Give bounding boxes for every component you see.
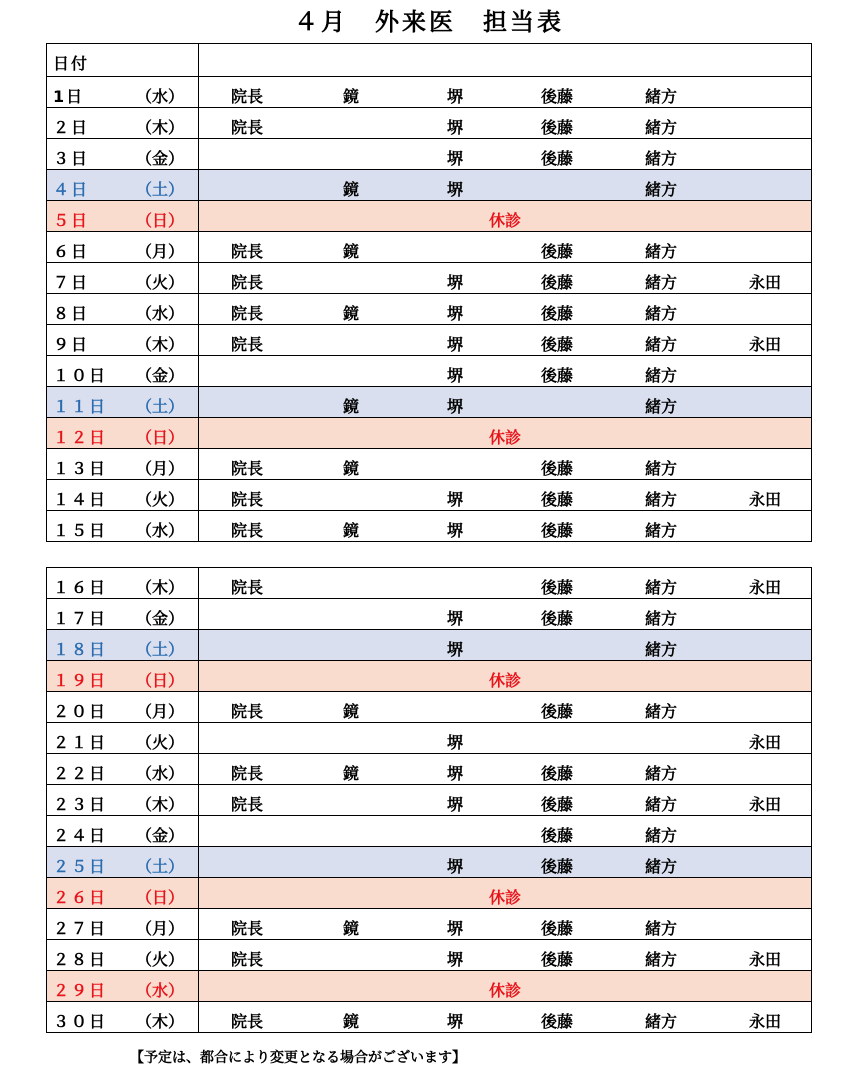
date-cell — [47, 201, 199, 232]
doctors-cell — [199, 449, 812, 480]
doctors-cell — [199, 599, 812, 630]
schedule-table-bottom — [46, 567, 812, 1033]
closed-label: 休診 — [488, 428, 521, 447]
weekday-label: （月） — [136, 702, 185, 721]
doctors-cell — [199, 387, 812, 418]
doctors-cell — [199, 201, 812, 232]
page-title: ４月 外来医 担当表 — [294, 8, 564, 36]
date-label: ６日 — [53, 242, 90, 261]
schedule-row — [47, 418, 812, 449]
schedule-row — [47, 201, 812, 232]
doctors-cell — [199, 170, 812, 201]
date-cell — [47, 449, 199, 480]
doctors-cell — [199, 232, 812, 263]
schedule-row — [47, 909, 812, 940]
date-label: ５日 — [53, 211, 90, 230]
doctor-name: 院長 — [231, 578, 264, 597]
doctor-name: 鏡 — [343, 242, 360, 261]
doctor-name: 後藤 — [541, 304, 574, 323]
doctor-name: 緒方 — [645, 304, 678, 323]
date-cell — [47, 170, 199, 201]
schedule-row — [47, 480, 812, 511]
date-label: ２６日 — [53, 888, 108, 907]
date-label: ３日 — [53, 149, 90, 168]
doctor-name: 鏡 — [343, 521, 360, 540]
schedule-row — [47, 449, 812, 480]
date-label: １０日 — [53, 366, 108, 385]
weekday-label: （金） — [136, 826, 185, 845]
closed-label: 休診 — [488, 671, 521, 690]
doctor-name: 緒方 — [645, 795, 678, 814]
closed-label: 休診 — [488, 981, 521, 1000]
date-cell — [47, 108, 199, 139]
date-cell — [47, 971, 199, 1002]
doctor-name: 緒方 — [645, 702, 678, 721]
doctor-name: 永田 — [749, 578, 782, 597]
date-cell — [47, 325, 199, 356]
doctor-name: 後藤 — [541, 1012, 574, 1031]
weekday-label: （土） — [136, 857, 185, 876]
doctor-name: 後藤 — [541, 919, 574, 938]
doctor-name: 堺 — [447, 857, 464, 876]
doctor-name: 堺 — [447, 795, 464, 814]
schedule-row — [47, 77, 812, 108]
doctor-name: 鏡 — [343, 304, 360, 323]
date-cell — [47, 754, 199, 785]
date-label: １５日 — [53, 521, 108, 540]
date-cell — [47, 847, 199, 878]
date-label: ２１日 — [53, 733, 108, 752]
doctors-cell — [199, 723, 812, 754]
doctor-name: 鏡 — [343, 764, 360, 783]
date-label: ２日 — [53, 118, 90, 137]
doctor-name: 堺 — [447, 640, 464, 659]
doctor-name: 緒方 — [645, 273, 678, 292]
date-label: １３日 — [53, 459, 108, 478]
doctor-name: 緒方 — [645, 1012, 678, 1031]
schedule-row — [47, 723, 812, 754]
doctor-name: 後藤 — [541, 366, 574, 385]
doctor-name: 後藤 — [541, 702, 574, 721]
date-label: ９日 — [53, 335, 90, 354]
doctor-name: 院長 — [231, 273, 264, 292]
doctor-name: 堺 — [447, 521, 464, 540]
date-label: １１日 — [53, 397, 108, 416]
doctor-name: 鏡 — [343, 397, 360, 416]
schedule-row — [47, 108, 812, 139]
doctors-header — [199, 44, 812, 77]
doctor-name: 堺 — [447, 149, 464, 168]
doctor-name: 緒方 — [645, 459, 678, 478]
doctor-name: 後藤 — [541, 149, 574, 168]
date-cell — [47, 630, 199, 661]
doctor-name: 後藤 — [541, 826, 574, 845]
doctor-name: 院長 — [231, 335, 264, 354]
date-label: ２３日 — [53, 795, 108, 814]
weekday-label: （月） — [136, 919, 185, 938]
weekday-label: （木） — [136, 335, 185, 354]
doctor-name: 院長 — [231, 702, 264, 721]
doctor-name: 堺 — [447, 609, 464, 628]
doctors-cell — [199, 356, 812, 387]
doctors-cell — [199, 511, 812, 542]
doctors-cell — [199, 294, 812, 325]
date-cell — [47, 480, 199, 511]
doctor-name: 院長 — [231, 87, 264, 106]
doctor-name: 堺 — [447, 335, 464, 354]
date-label: ２４日 — [53, 826, 108, 845]
doctors-cell — [199, 77, 812, 108]
schedule-row — [47, 325, 812, 356]
doctor-name: 緒方 — [645, 521, 678, 540]
date-header-label: 日付 — [53, 54, 90, 73]
schedule-row — [47, 387, 812, 418]
date-cell — [47, 599, 199, 630]
header-row — [47, 44, 812, 77]
doctors-cell — [199, 263, 812, 294]
doctor-name: 後藤 — [541, 764, 574, 783]
doctors-cell — [199, 971, 812, 1002]
doctor-name: 鏡 — [343, 1012, 360, 1031]
doctor-name: 後藤 — [541, 950, 574, 969]
doctor-name: 後藤 — [541, 335, 574, 354]
doctor-name: 堺 — [447, 919, 464, 938]
date-label: ７日 — [53, 273, 90, 292]
doctors-cell — [199, 754, 812, 785]
doctors-cell — [199, 847, 812, 878]
schedule-row — [47, 971, 812, 1002]
doctors-cell — [199, 480, 812, 511]
date-label: １８日 — [53, 640, 108, 659]
date-label: ２７日 — [53, 919, 108, 938]
schedule-row — [47, 847, 812, 878]
schedule-row — [47, 785, 812, 816]
doctors-cell — [199, 909, 812, 940]
doctor-name: 緒方 — [645, 609, 678, 628]
doctor-name: 緒方 — [645, 578, 678, 597]
date-label: ３０日 — [53, 1012, 108, 1031]
weekday-label: （木） — [136, 118, 185, 137]
date-cell — [47, 878, 199, 909]
doctor-name: 緒方 — [645, 149, 678, 168]
doctor-name: 緒方 — [645, 397, 678, 416]
doctor-name: 後藤 — [541, 490, 574, 509]
date-cell — [47, 232, 199, 263]
schedule-table-top — [46, 43, 812, 542]
schedule-row — [47, 511, 812, 542]
schedule-row — [47, 630, 812, 661]
weekday-label: （水） — [136, 87, 185, 106]
doctor-name: 鏡 — [343, 180, 360, 199]
date-label: ４日 — [53, 180, 90, 199]
doctor-name: 堺 — [447, 1012, 464, 1031]
schedule-row — [47, 139, 812, 170]
schedule-row — [47, 294, 812, 325]
doctor-name: 院長 — [231, 459, 264, 478]
date-label: ２８日 — [53, 950, 108, 969]
doctor-name: 院長 — [231, 764, 264, 783]
weekday-label: （日） — [136, 428, 185, 447]
weekday-label: （水） — [136, 981, 185, 1000]
schedule-row — [47, 661, 812, 692]
doctors-cell — [199, 692, 812, 723]
schedule-row — [47, 754, 812, 785]
schedule-note: 【予定は、都合により変更となる場合がございます】 — [130, 1050, 466, 1066]
doctors-cell — [199, 1002, 812, 1033]
weekday-label: （月） — [136, 459, 185, 478]
doctors-cell — [199, 785, 812, 816]
weekday-label: （火） — [136, 490, 185, 509]
doctor-name: 鏡 — [343, 459, 360, 478]
doctor-name: 緒方 — [645, 640, 678, 659]
doctors-cell — [199, 139, 812, 170]
weekday-label: （火） — [136, 733, 185, 752]
doctor-name: 後藤 — [541, 609, 574, 628]
schedule-row — [47, 878, 812, 909]
weekday-label: （土） — [136, 397, 185, 416]
schedule-row — [47, 940, 812, 971]
doctor-name: 永田 — [749, 1012, 782, 1031]
doctor-name: 院長 — [231, 304, 264, 323]
schedule-row — [47, 599, 812, 630]
date-cell — [47, 77, 199, 108]
date-label: ２０日 — [53, 702, 108, 721]
schedule-row — [47, 816, 812, 847]
doctor-name: 堺 — [447, 764, 464, 783]
date-label: １２日 — [53, 428, 108, 447]
closed-label: 休診 — [488, 211, 521, 230]
doctor-name: 緒方 — [645, 950, 678, 969]
doctor-name: 永田 — [749, 733, 782, 752]
weekday-label: （火） — [136, 273, 185, 292]
doctor-name: 堺 — [447, 87, 464, 106]
doctor-name: 院長 — [231, 521, 264, 540]
date-cell — [47, 1002, 199, 1033]
date-label: ２９日 — [53, 981, 108, 1000]
weekday-label: （木） — [136, 1012, 185, 1031]
schedule-row — [47, 263, 812, 294]
date-cell — [47, 356, 199, 387]
doctor-name: 緒方 — [645, 180, 678, 199]
date-label: １７日 — [53, 609, 108, 628]
weekday-label: （日） — [136, 888, 185, 907]
doctor-name: 堺 — [447, 950, 464, 969]
doctor-name: 緒方 — [645, 857, 678, 876]
doctor-name: 緒方 — [645, 490, 678, 509]
date-label: ２５日 — [53, 857, 108, 876]
weekday-label: （水） — [136, 764, 185, 783]
doctor-name: 院長 — [231, 490, 264, 509]
date-cell — [47, 139, 199, 170]
date-label: 1日 — [53, 87, 85, 106]
doctor-name: 後藤 — [541, 242, 574, 261]
weekday-label: （火） — [136, 950, 185, 969]
doctors-cell — [199, 940, 812, 971]
doctors-cell — [199, 816, 812, 847]
date-cell — [47, 387, 199, 418]
doctor-name: 緒方 — [645, 366, 678, 385]
doctor-name: 堺 — [447, 397, 464, 416]
doctor-name: 院長 — [231, 950, 264, 969]
date-cell — [47, 816, 199, 847]
schedule-row — [47, 1002, 812, 1033]
doctor-name: 堺 — [447, 118, 464, 137]
weekday-label: （月） — [136, 242, 185, 261]
date-cell — [47, 511, 199, 542]
doctor-name: 後藤 — [541, 521, 574, 540]
doctor-name: 永田 — [749, 795, 782, 814]
schedule-row — [47, 568, 812, 599]
doctor-name: 後藤 — [541, 459, 574, 478]
doctor-name: 緒方 — [645, 242, 678, 261]
doctor-name: 緒方 — [645, 335, 678, 354]
doctor-name: 院長 — [231, 795, 264, 814]
doctor-name: 鏡 — [343, 87, 360, 106]
date-label: ８日 — [53, 304, 90, 323]
weekday-label: （金） — [136, 149, 185, 168]
doctor-name: 院長 — [231, 1012, 264, 1031]
schedule-row — [47, 232, 812, 263]
weekday-label: （日） — [136, 211, 185, 230]
date-cell — [47, 940, 199, 971]
doctor-name: 後藤 — [541, 795, 574, 814]
doctor-name: 後藤 — [541, 857, 574, 876]
schedule-row — [47, 356, 812, 387]
closed-label: 休診 — [488, 888, 521, 907]
doctor-name: 後藤 — [541, 118, 574, 137]
weekday-label: （木） — [136, 795, 185, 814]
doctor-name: 永田 — [749, 335, 782, 354]
doctor-name: 緒方 — [645, 87, 678, 106]
doctors-cell — [199, 325, 812, 356]
weekday-label: （土） — [136, 640, 185, 659]
date-cell — [47, 785, 199, 816]
date-cell — [47, 909, 199, 940]
doctors-cell — [199, 630, 812, 661]
date-label: １９日 — [53, 671, 108, 690]
doctor-name: 院長 — [231, 242, 264, 261]
schedule-row — [47, 692, 812, 723]
weekday-label: （木） — [136, 578, 185, 597]
doctor-name: 緒方 — [645, 826, 678, 845]
doctor-name: 後藤 — [541, 87, 574, 106]
date-cell — [47, 723, 199, 754]
doctor-name: 永田 — [749, 273, 782, 292]
doctor-name: 緒方 — [645, 919, 678, 938]
doctor-name: 永田 — [749, 490, 782, 509]
date-header — [47, 44, 199, 77]
doctor-name: 鏡 — [343, 919, 360, 938]
weekday-label: （金） — [136, 609, 185, 628]
schedule-row — [47, 170, 812, 201]
doctors-cell — [199, 568, 812, 599]
doctors-cell — [199, 418, 812, 449]
doctor-name: 緒方 — [645, 764, 678, 783]
doctor-name: 後藤 — [541, 578, 574, 597]
date-label: ２２日 — [53, 764, 108, 783]
weekday-label: （水） — [136, 304, 185, 323]
date-cell — [47, 418, 199, 449]
doctor-name: 堺 — [447, 180, 464, 199]
date-label: １６日 — [53, 578, 108, 597]
doctors-cell — [199, 108, 812, 139]
date-cell — [47, 263, 199, 294]
date-label: １４日 — [53, 490, 108, 509]
weekday-label: （水） — [136, 521, 185, 540]
date-cell — [47, 568, 199, 599]
doctor-name: 堺 — [447, 273, 464, 292]
date-cell — [47, 294, 199, 325]
doctor-name: 堺 — [447, 304, 464, 323]
date-cell — [47, 692, 199, 723]
doctor-name: 院長 — [231, 919, 264, 938]
doctor-name: 堺 — [447, 366, 464, 385]
doctor-name: 永田 — [749, 950, 782, 969]
weekday-label: （金） — [136, 366, 185, 385]
doctors-cell — [199, 661, 812, 692]
doctor-name: 緒方 — [645, 118, 678, 137]
doctor-name: 鏡 — [343, 702, 360, 721]
date-cell — [47, 661, 199, 692]
doctor-name: 堺 — [447, 490, 464, 509]
weekday-label: （土） — [136, 180, 185, 199]
doctor-name: 堺 — [447, 733, 464, 752]
doctor-name: 後藤 — [541, 273, 574, 292]
weekday-label: （日） — [136, 671, 185, 690]
doctors-cell — [199, 878, 812, 909]
doctor-name: 院長 — [231, 118, 264, 137]
